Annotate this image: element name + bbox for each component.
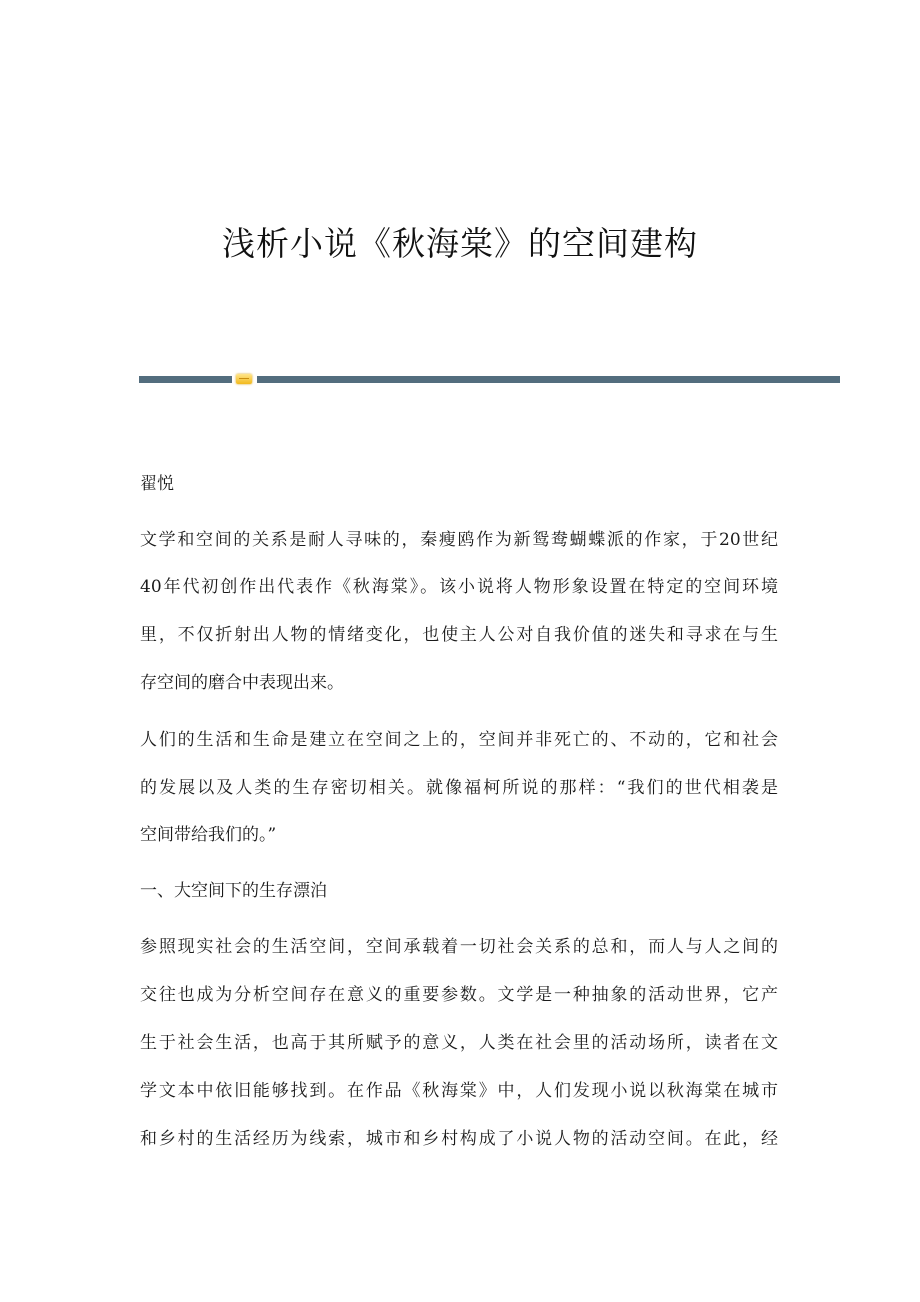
divider-bar-right xyxy=(257,376,840,383)
author-name: 翟悦 xyxy=(140,474,174,494)
divider-bar-left xyxy=(139,376,232,383)
divider-ornament-icon xyxy=(236,374,252,384)
text-line: 存空间的磨合中表现出来。 xyxy=(140,673,344,693)
text-line: 里，不仅折射出人物的情绪变化，也使主人公对自我价值的迷失和寻求在与生 xyxy=(140,625,778,645)
document-title: 浅析小说《秋海棠》的空间建构 xyxy=(222,224,698,263)
text-line: 的发展以及人类的生存密切相关。就像福柯所说的那样：“我们的世代相袭是 xyxy=(140,778,778,798)
text-line: 学文本中依旧能够找到。在作品《秋海棠》中，人们发现小说以秋海棠在城市 xyxy=(140,1081,778,1101)
section-heading: 一、大空间下的生存漂泊 xyxy=(140,881,327,901)
text-line: 交往也成为分析空间存在意义的重要参数。文学是一种抽象的活动世界，它产 xyxy=(140,985,778,1005)
text-line: 和乡村的生活经历为线索，城市和乡村构成了小说人物的活动空间。在此，经 xyxy=(140,1129,778,1149)
text-line: 文学和空间的关系是耐人寻味的，秦瘦鸥作为新鸳鸯蝴蝶派的作家，于20世纪 xyxy=(140,530,778,550)
text-line: 人们的生活和生命是建立在空间之上的，空间并非死亡的、不动的，它和社会 xyxy=(140,730,778,750)
text-line: 参照现实社会的生活空间，空间承载着一切社会关系的总和，而人与人之间的 xyxy=(140,937,778,957)
text-line: 生于社会生活，也高于其所赋予的意义，人类在社会里的活动场所，读者在文 xyxy=(140,1033,778,1053)
text-line: 40年代初创作出代表作《秋海棠》。该小说将人物形象设置在特定的空间环境 xyxy=(140,577,778,597)
text-line: 空间带给我们的。” xyxy=(140,825,277,845)
